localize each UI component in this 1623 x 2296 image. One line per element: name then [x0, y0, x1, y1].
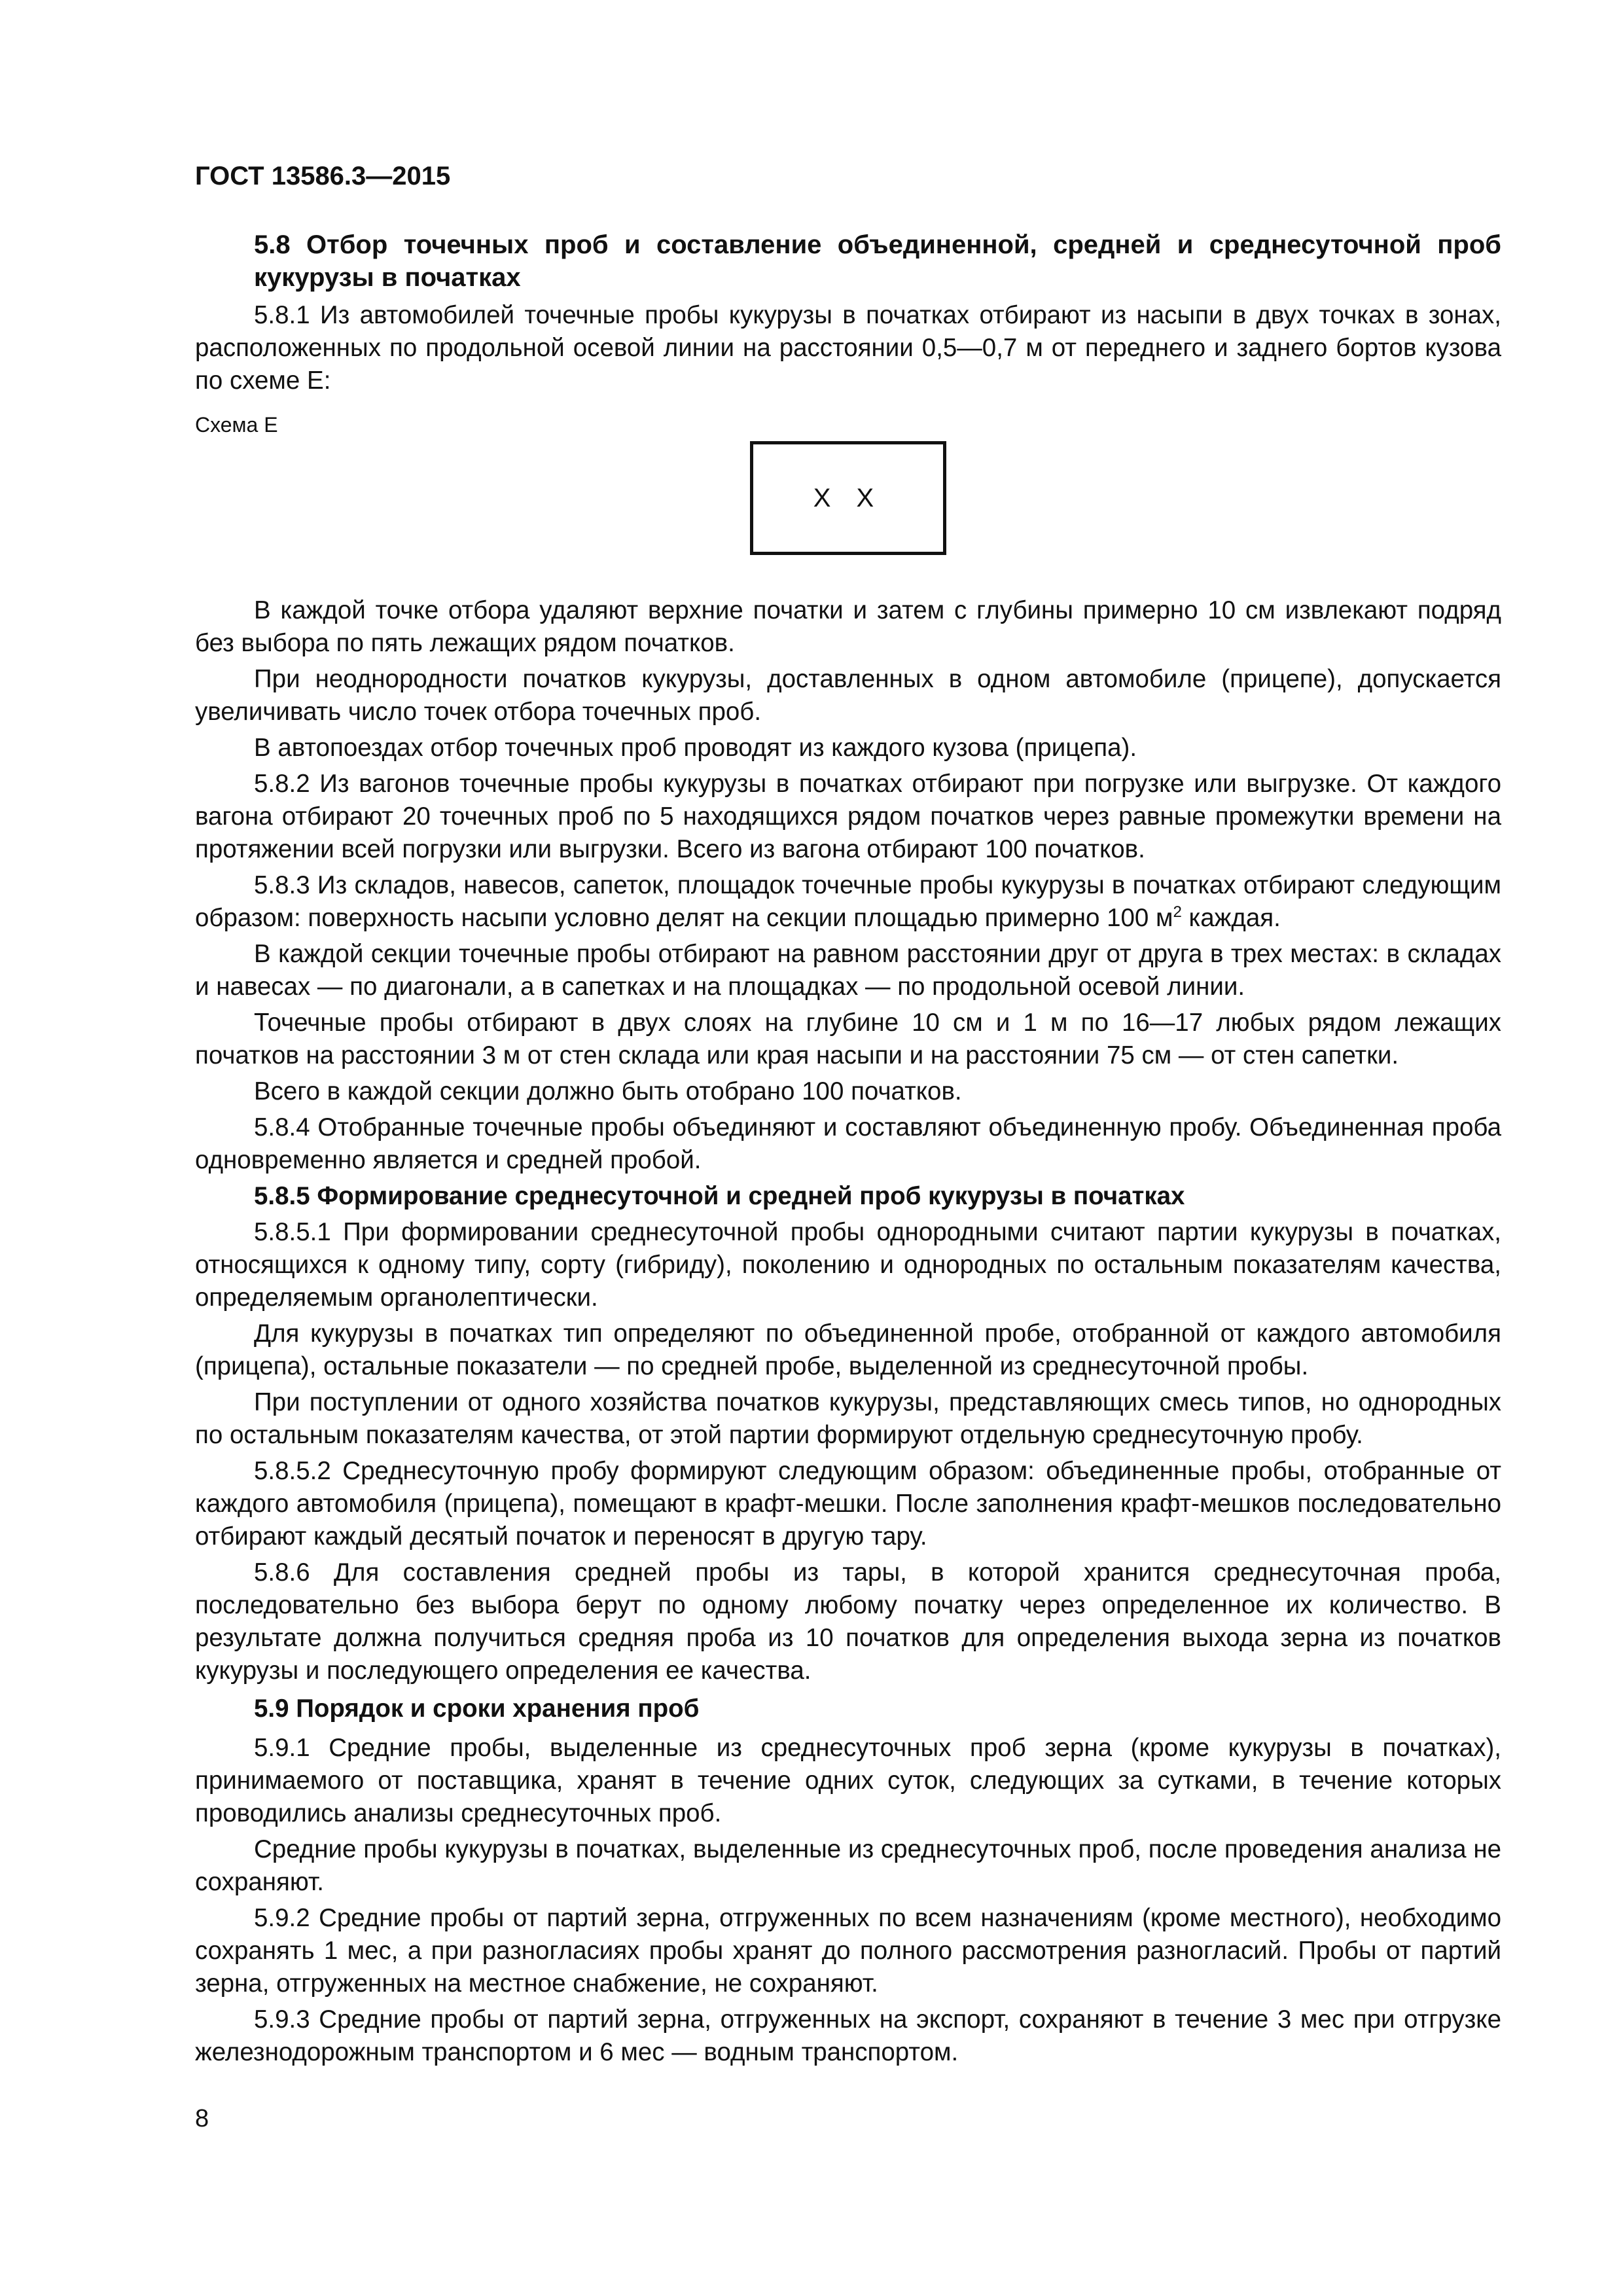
paragraph-5-8-2: 5.8.2 Из вагонов точечные пробы кукурузы в початках отбирают при погрузке или выгрузке. От каждого вагона отбирают 20 точечных проб по 5 находящихся рядом початков через равные промежутки времени на протяжении всей погрузки или выгрузки. Всего из вагона отбирают 100 початков. — [195, 770, 1501, 863]
paragraph-5-8-3-text: 5.8.3 Из складов, навесов, сапеток, площадок точечные пробы кукурузы в початках отбирают следующим образом: поверхность насыпи условно делят на секции площадью примерно 100 м — [195, 871, 1501, 932]
superscript-2: 2 — [1173, 903, 1182, 922]
scheme-title: Схема Е — [195, 413, 278, 437]
section-heading-5-8-5: 5.8.5 Формирование среднесуточной и средней проб кукурузы в початках — [254, 1182, 1185, 1210]
paragraph-heterogeneity: При неоднородности початков кукурузы, доставленных в одном автомобиле (прицепе), допускается увеличивать число точек отбора точечных проб. — [195, 665, 1501, 726]
paragraph-5-9-1: 5.9.1 Средние пробы, выделенные из среднесуточных проб зерна (кроме кукурузы в початках), принимаемого от поставщика, хранят в течение одних суток, следующих за сутками, в течение которых проводились анализы среднесуточных проб. — [195, 1734, 1501, 1827]
paragraph-mixed-types: При поступлении от одного хозяйства початков кукурузы, представляющих смесь типов, но однородных по остальным показателям качества, от этой партии формируют отдельную среднесуточную пробу. — [195, 1388, 1501, 1449]
paragraph-5-8-3-end: каждая. — [1181, 904, 1281, 932]
paragraph-5-8-4: 5.8.4 Отобранные точечные пробы объединяют и составляют объединенную пробу. Объединенная проба одновременно является и средней пробой. — [195, 1113, 1501, 1174]
paragraph-5-9-3: 5.9.3 Средние пробы от партий зерна, отгруженных на экспорт, сохраняют в течение 3 мес при отгрузке железнодорожным транспортом и 6 мес — водным транспортом. — [195, 2005, 1501, 2066]
paragraph-sampling-point: В каждой точке отбора удаляют верхние початки и затем с глубины примерно 10 см извлекают подряд без выбора по пять лежащих рядом початков. — [195, 596, 1501, 657]
paragraph-5-8-6: 5.8.6 Для составления средней пробы из тары, в которой хранится среднесуточная проба, последовательно без выбора берут по одному любому початку через определенное их количество. В результате должна получиться средняя проба из 10 початков для определения выхода зерна из початков кукурузы и последующего определения ее качества. — [195, 1558, 1501, 1685]
paragraph-total-cobs: Всего в каждой секции должно быть отобрано 100 початков. — [254, 1077, 962, 1105]
paragraph-5-8-5-2: 5.8.5.2 Среднесуточную пробу формируют следующим образом: объединенные пробы, отобранные от каждого автомобиля (прицепа), помещают в крафт-мешки. После заполнения крафт-мешков последовательно отбирают каждый десятый початок и переносят в другую тару. — [195, 1457, 1501, 1551]
scheme-e-figure — [195, 412, 1501, 555]
scheme-box — [750, 441, 946, 555]
document-page — [195, 0, 1501, 2296]
document-code-header: ГОСТ 13586.3—2015 — [195, 162, 451, 190]
paragraph-corn-samples-not-kept: Средние пробы кукурузы в початках, выделенные из среднесуточных проб, после проведения анализа не сохраняют. — [195, 1835, 1501, 1896]
section-heading-5-8: 5.8 Отбор точечных проб и составление объединенной, средней и среднесуточной проб кукурузы в початках — [254, 230, 1501, 292]
section-heading-5-9: 5.9 Порядок и сроки хранения проб — [254, 1695, 700, 1723]
paragraph-5-8-3 — [195, 869, 1501, 935]
paragraph-road-trains: В автопоездах отбор точечных проб проводят из каждого кузова (прицепа). — [254, 734, 1137, 762]
document-body — [195, 228, 1501, 2072]
paragraph-type-determination: Для кукурузы в початках тип определяют по объединенной пробе, отобранной от каждого автомобиля (прицепа), остальные показатели — по средней пробе, выделенной из среднесуточной пробы. — [195, 1319, 1501, 1380]
page-number: 8 — [195, 2105, 209, 2132]
paragraph-5-8-5-1: 5.8.5.1 При формировании среднесуточной пробы однородными считают партии кукурузы в початках, относящихся к одному типу, сорту (гибриду), поколению и однородных по остальным показателям качества, определяемым органолептически. — [195, 1218, 1501, 1312]
paragraph-two-layers: Точечные пробы отбирают в двух слоях на глубине 10 см и 1 м по 16—17 любых рядом лежащих початков на расстоянии 3 м от стен склада или края насыпи и на расстоянии 75 см — от стен сапетки. — [195, 1009, 1501, 1069]
paragraph-section-sampling: В каждой секции точечные пробы отбирают на равном расстоянии друг от друга в трех местах: в складах и навесах — по диагонали, а в сапетках и на площадках — по продольной осевой линии. — [195, 940, 1501, 1001]
paragraph-5-9-2: 5.9.2 Средние пробы от партий зерна, отгруженных по всем назначениям (кроме местного), необходимо сохранять 1 мес, а при разногласиях пробы хранят до полного рассмотрения разногласий. Пробы от партий зерна, отгруженных на местное снабжение, не сохраняют. — [195, 1904, 1501, 1998]
scheme-sampling-points: X X — [813, 484, 883, 512]
paragraph-5-8-1: 5.8.1 Из автомобилей точечные пробы кукурузы в початках отбирают из насыпи в двух точках в зонах, расположенных по продольной осевой линии на расстоянии 0,5—0,7 м от переднего и заднего бортов кузова по схеме Е: — [195, 301, 1501, 395]
